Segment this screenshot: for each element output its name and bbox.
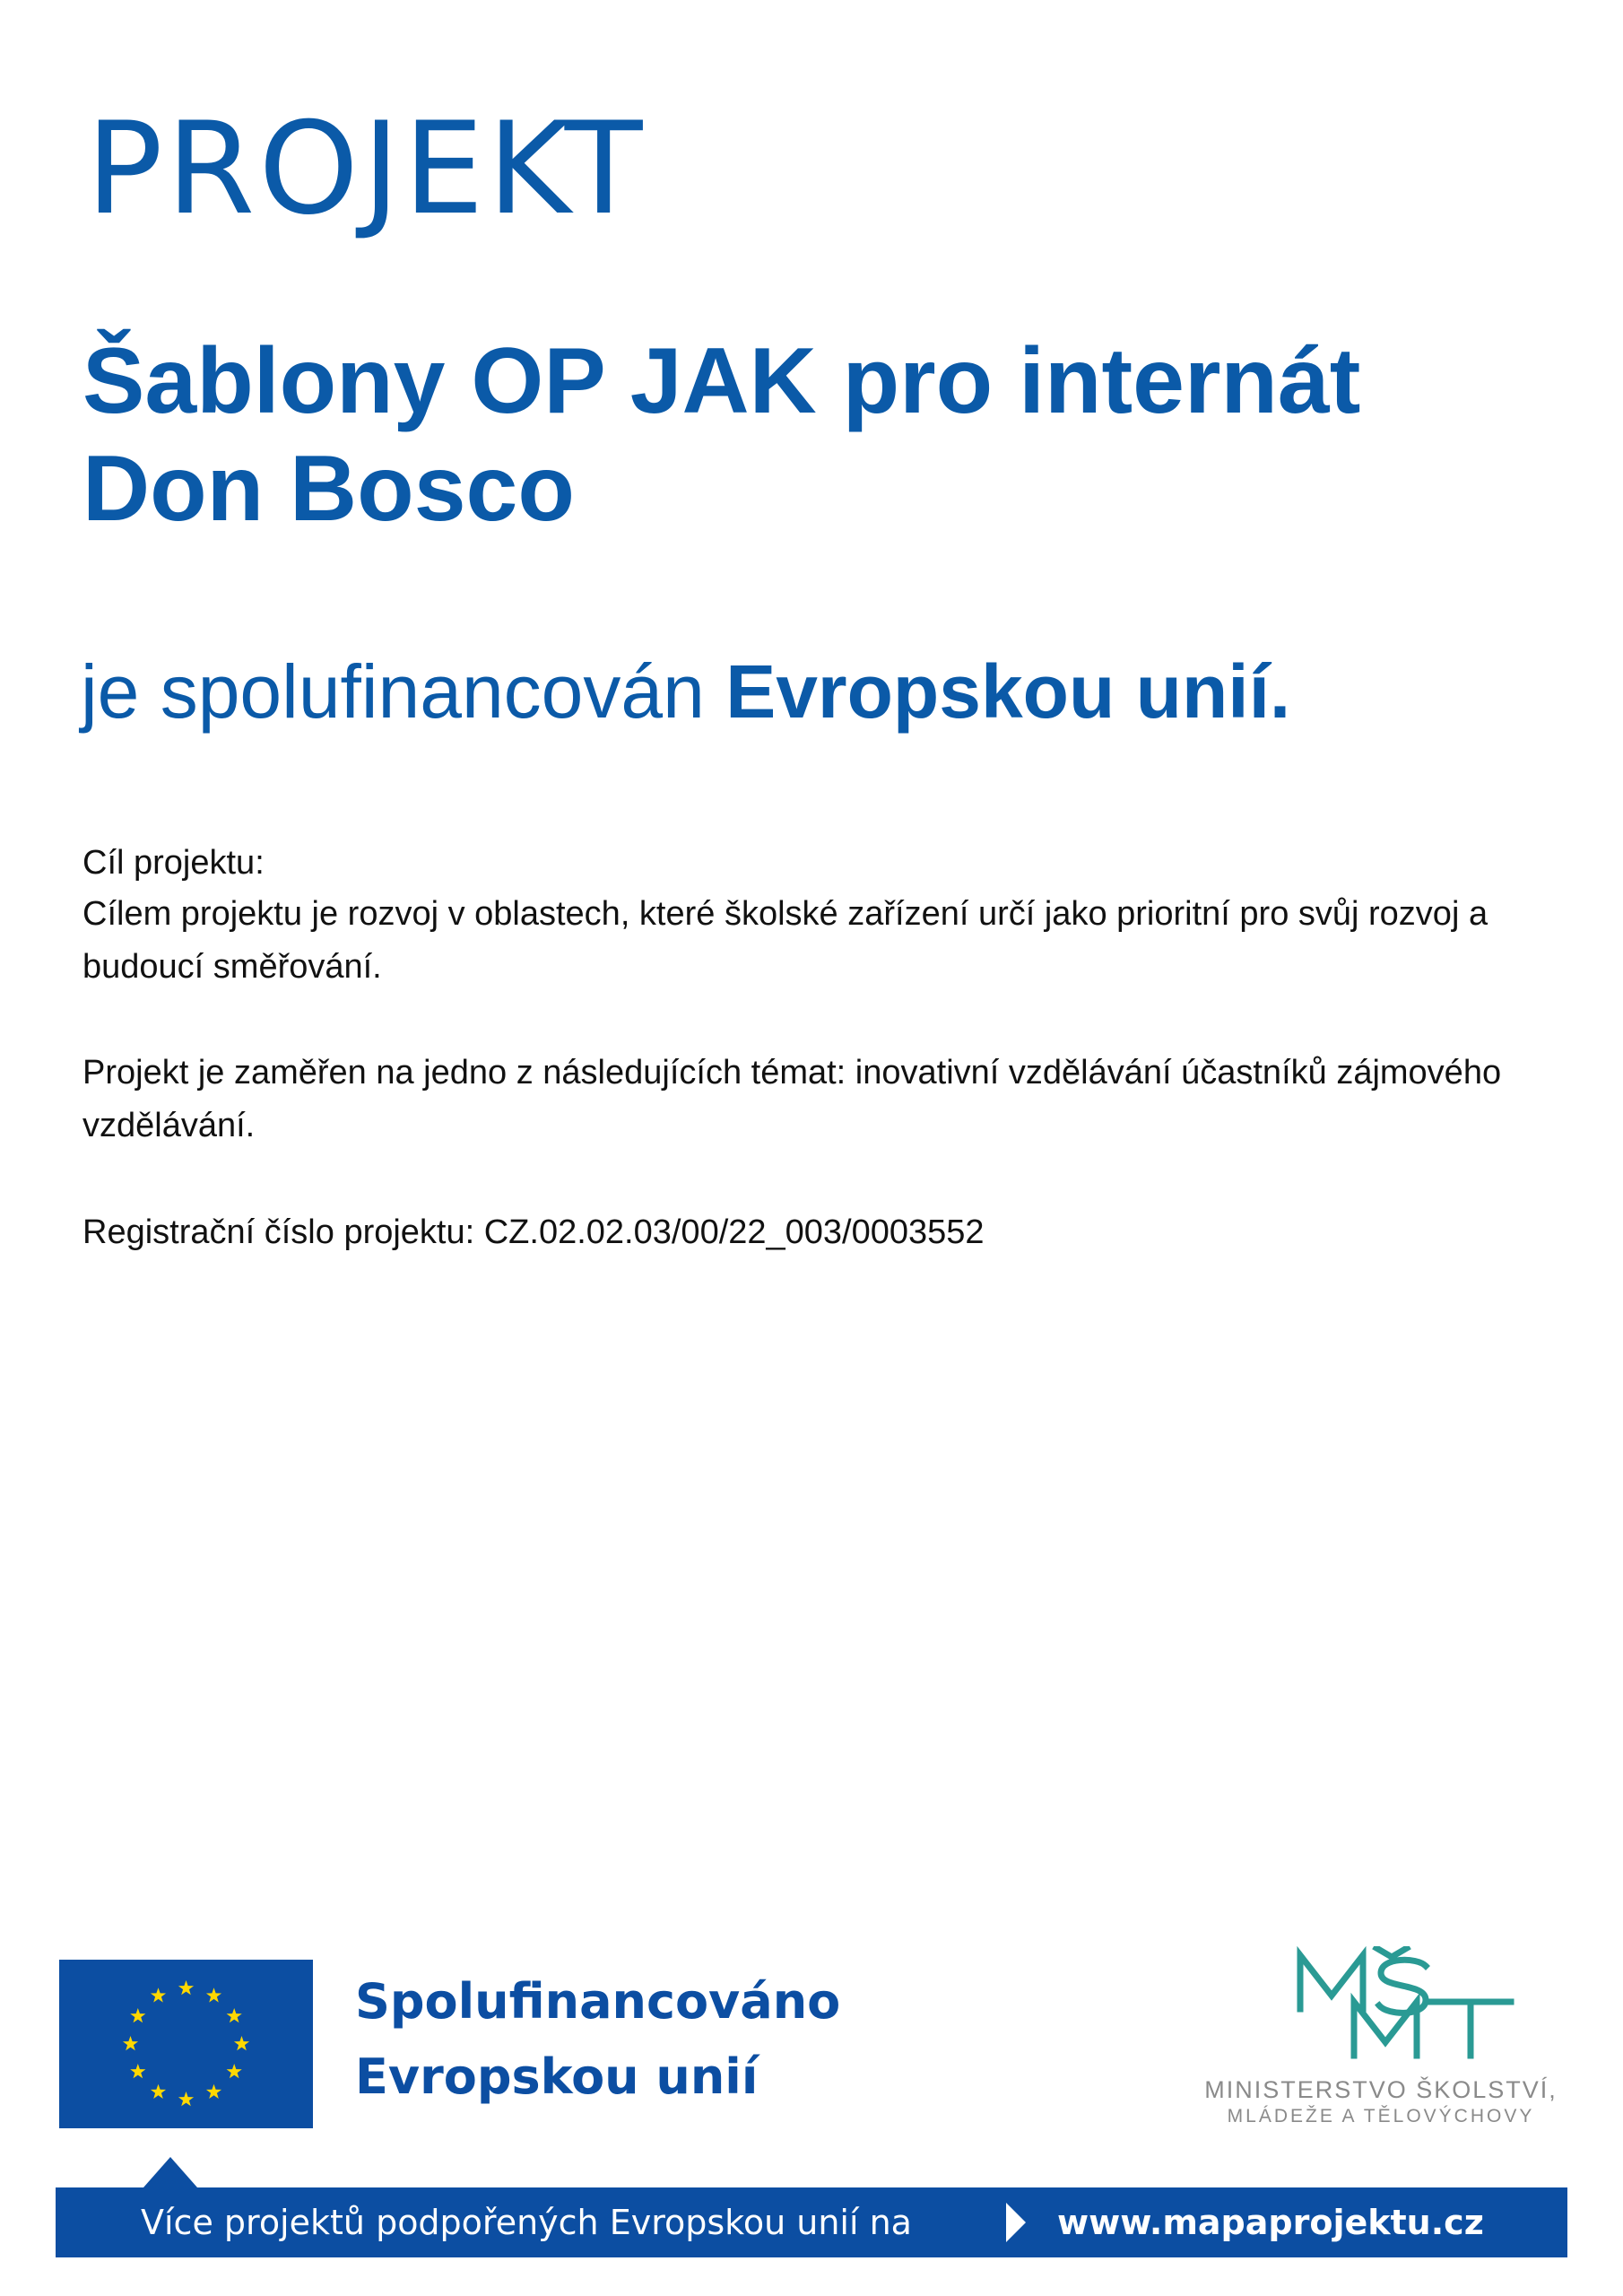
play-arrow-icon [1006, 2203, 1026, 2242]
eu-flag-icon [59, 1960, 313, 2128]
bottom-banner [56, 2187, 1567, 2257]
cofinanced-eu: Evropskou unií. [725, 649, 1291, 734]
msmt-name-line-1: MINISTERSTVO ŠKOLSTVÍ, [1204, 2076, 1558, 2103]
eu-star-icon [130, 2064, 145, 2078]
eu-star-icon [227, 2008, 242, 2022]
eu-star-icon [234, 2036, 249, 2050]
eu-logo-line-1: Spolufinancováno [355, 1973, 841, 2030]
banner-url-link[interactable]: www.mapaprojektu.cz [1057, 2203, 1484, 2242]
project-title-line-1: Šablony OP JAK pro internát [82, 329, 1361, 433]
registration-number: Registrační číslo projektu: CZ.02.02.03/00/22_003/0003552 [82, 1213, 985, 1251]
cofinanced-prefix: je spolufinancován [81, 649, 705, 734]
msmt-logo-icon [1291, 1946, 1524, 2063]
eu-star-icon [206, 1987, 221, 2002]
eu-star-icon [130, 2008, 145, 2022]
eu-star-icon [123, 2036, 138, 2050]
eu-logo-line-2: Evropskou unií [355, 2048, 759, 2105]
banner-notch [143, 2157, 197, 2187]
projekt-label: PROJEKT [86, 95, 647, 243]
eu-star-icon [206, 2084, 221, 2099]
eu-cofinanced-logo-text [355, 1964, 840, 2115]
eu-star-icon [178, 1980, 194, 1995]
eu-star-icon [227, 2064, 242, 2078]
msmt-logo [1202, 1946, 1560, 2126]
project-title-line-2: Don Bosco [82, 437, 575, 541]
goal-text: Cílem projektu je rozvoj v oblastech, které školské zařízení určí jako prioritní pro svůj rozvoj a budoucí směřování. [82, 895, 1488, 986]
eu-star-icon [151, 2084, 166, 2099]
topic-text: Projekt je zaměřen na jedno z následujících témat: inovativní vzdělávání účastníků zájmového vzdělávání. [82, 1054, 1502, 1144]
cofinanced-statement [81, 650, 1290, 733]
goal-heading: Cíl projektu: [82, 844, 265, 882]
eu-star-icon [178, 2092, 194, 2106]
msmt-name-line-2: MLÁDEŽE A TĚLOVÝCHOVY [1227, 2106, 1535, 2126]
banner-text: Více projektů podpořených Evropskou unií na [141, 2203, 912, 2242]
eu-star-icon [151, 1987, 166, 2002]
project-title [82, 327, 1517, 543]
